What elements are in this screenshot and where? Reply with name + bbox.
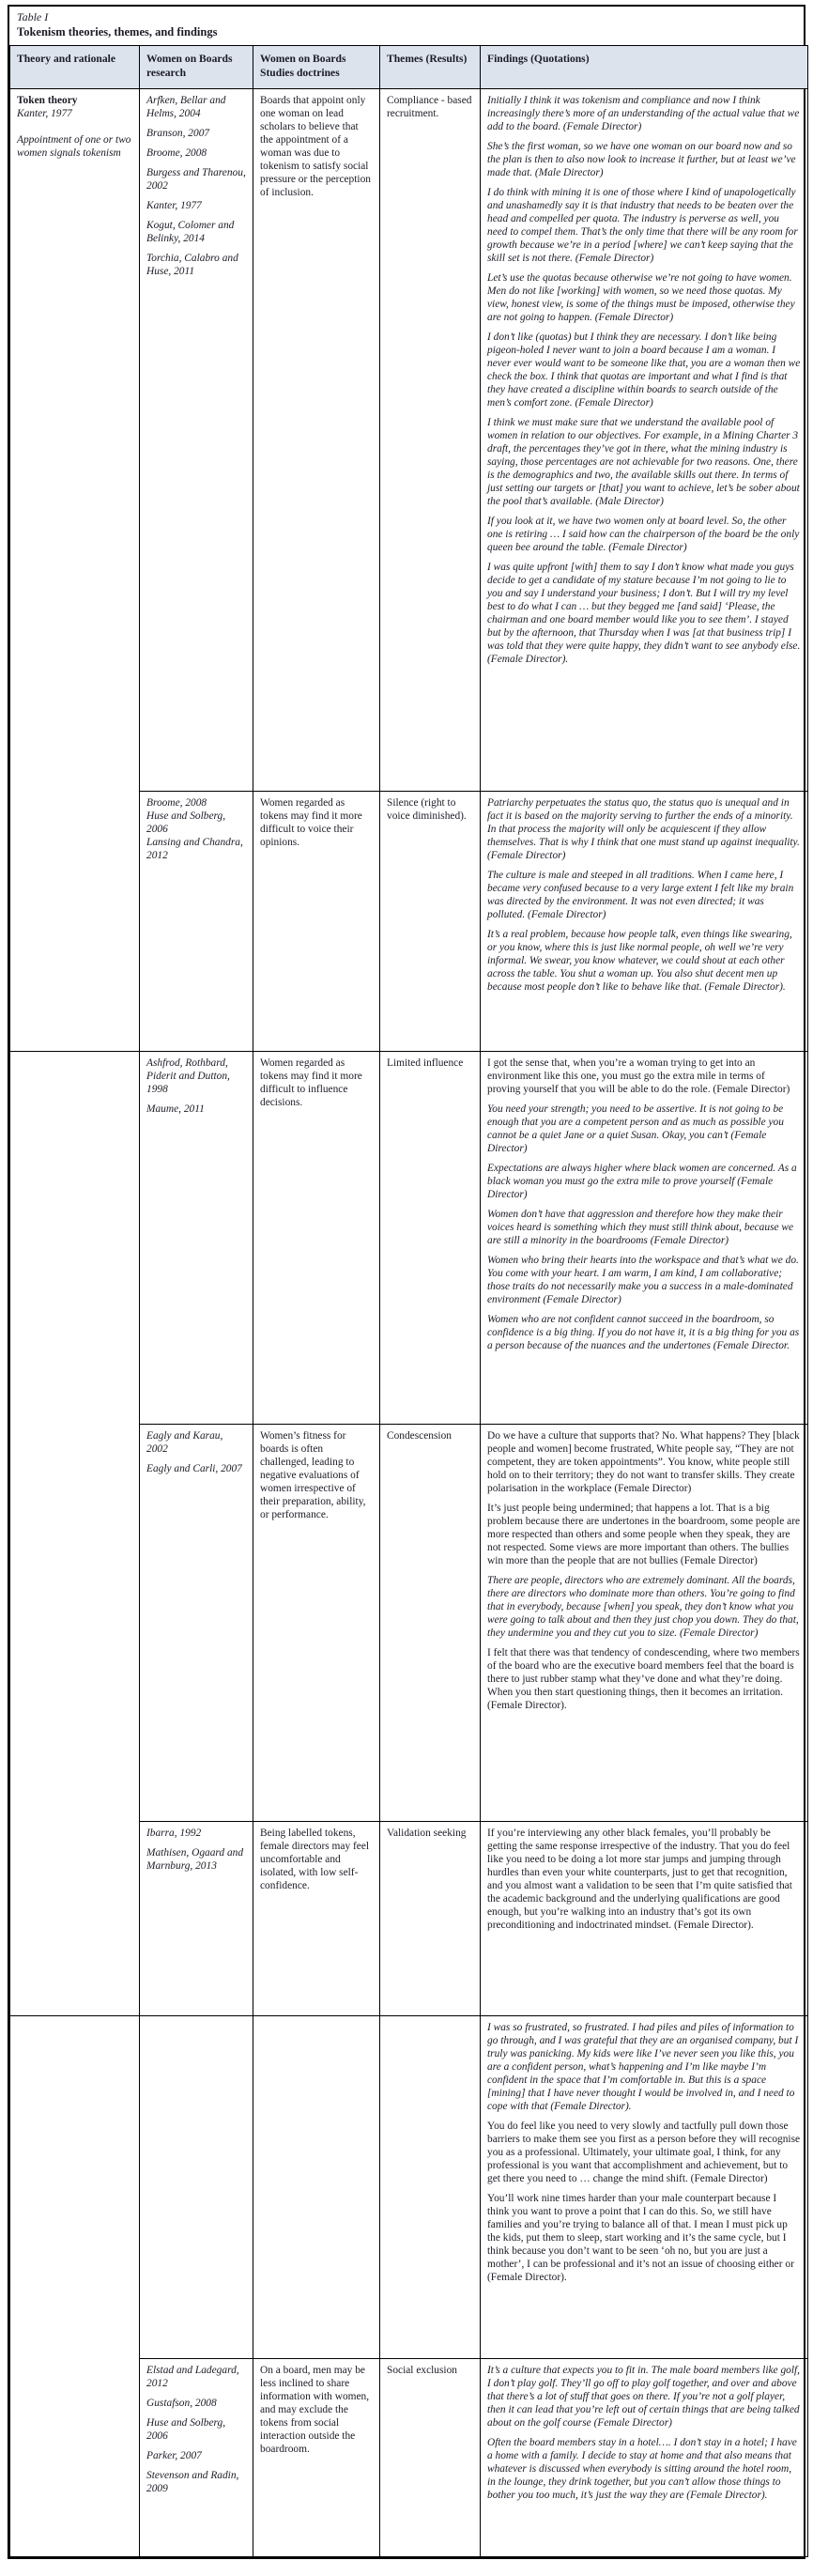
doctrine-cell [253, 1052, 380, 1425]
theme-cell [380, 89, 481, 792]
findings-cell [481, 1822, 808, 2016]
citation: Maume, 2011 [146, 1103, 205, 1115]
citation: Branson, 2007 [146, 128, 210, 139]
citation: Lansing and Chandra, 2012 [146, 837, 243, 861]
citation: Broome, 2008 [146, 147, 207, 159]
theme-text: Limited influence [387, 1057, 464, 1069]
doctrine-text: Being labelled tokens, female directors may feel uncomfortable and isolated, with low self-confidence. [260, 1828, 370, 1891]
citation: Stevenson and Radin, 2009 [146, 2470, 239, 2494]
theme-cell [380, 1052, 481, 1425]
doctrine-cell [253, 792, 380, 1052]
theory-rationale: Appointment of one or two women signals tokenism [17, 134, 131, 159]
research-cell [140, 1052, 253, 1425]
quote: I was so frustrated, so frustrated. I had piles and piles of information to go through, and I was grateful that they are an organised company, but I truly was panicking. My kids were like I’ve never seen you like this, you are a confident person, what’s happening and I’m like maybe I’m confident in the space that I’m comfortable in. But this is a space [mining] that I have never thought I would be involved in, and I need to cope with that (Female Director). [487, 2022, 799, 2112]
quote: Often the board members stay in a hotel…. I don’t stay in a hotel; I have a home with a family. I decide to stay at home and that also means that whatever is discussed when everybody is sitting around the hotel room, in the lounge, they drink together, but you can’t allow those things to bother you too much, it’s just the way they are (Female Director). [487, 2437, 797, 2501]
quote: Initially I think it was tokenism and compliance and now I think increasingly there’s more of an understanding of the actual value that we add to the board. (Female Director) [487, 95, 800, 132]
quote: I felt that there was that tendency of condescending, where two members of the board who are the executive board members feel that the board is there to just rubber stamp what they’ve done and what they’re doing. When you then start questioning things, then it becomes an irritation. (Female Director). [487, 1647, 800, 1711]
quote: You’ll work nine times harder than your male counterpart because I think you want to prove a point that I can do this. So, we still have families and you’re trying to balance all of that. I mean I must pick up the kids, put them to sleep, start working and it’s the same cycle, but I think because you don’t want to be seen ‘oh no, but you are just a mother’, I can be professional and it’s not an issue of choosing either or (Female Director). [487, 2193, 794, 2283]
doctrine-cell [253, 1822, 380, 2016]
table-title: Tokenism theories, themes, and findings [17, 25, 218, 39]
theory-cell-empty [10, 2016, 140, 2557]
research-cell-empty [140, 2016, 253, 2359]
tokenism-table [9, 45, 808, 2557]
theme-text: Compliance - based recruitment. [387, 95, 472, 119]
findings-cell [481, 89, 808, 792]
doctrine-text: On a board, men may be less inclined to share information with women, and may exclude the tokens from social interaction outside the boardroom. [260, 2365, 370, 2455]
citation: Broome, 2008 [146, 797, 207, 809]
doctrine-text: Boards that appoint only one woman on lead scholars to believe that the appointment of a woman was due to tokenism to satisfy social pressure or the perception of inclusion. [260, 95, 371, 198]
citation: Eagly and Karau, 2002 [146, 1430, 223, 1455]
doctrine-cell [253, 2359, 380, 2557]
findings-cell [481, 2359, 808, 2557]
doctrine-cell-empty [253, 2016, 380, 2359]
quote: Women who are not confident cannot succeed in the boardroom, so confidence is a big thing. If you do not have it, it is a big thing for you as a person because of the nuances and the undertones (Female Director. [487, 1314, 800, 1351]
quote: Let’s use the quotas because otherwise we’re not going to have women. Men do not like [working] with women, so we need those quotas. My view, honest view, is some of the things must be imposed, otherwise they are not going to happen. (Female Director) [487, 272, 795, 323]
citation: Ashfrod, Rothbard, Piderit and Dutton, 1998 [146, 1057, 230, 1095]
citation: Torchia, Calabro and Huse, 2011 [146, 253, 238, 277]
citation: Arfken, Bellar and Helms, 2004 [146, 95, 226, 119]
quote: It’s a real problem, because how people talk, even things like swearing, or you know, where this is just like normal people, oh well we’re very informal. We swear, you know whatever, we could shout at each other across the table. You shut a woman up. You also shut decent men up because most people don’t like to behave like that. (Female Director). [487, 929, 792, 993]
quote: You need your strength; you need to be assertive. It is not going to be enough that you are a competent person and as much as possible you cannot be a quiet Jane or a quiet Susan. Okay, you can’t (Female Director) [487, 1103, 784, 1154]
col-header-research: Women on Boards research [140, 46, 253, 89]
theme-cell [380, 2359, 481, 2557]
quote: I think we must make sure that we understand the available pool of women in relation to our objectives. For example, in a Mining Charter 3 draft, the percentages they’ve got in there, what the mining industry is saying, those percentages are not achievable for two reasons. One, there is the demographics and two, the available skills out there. In terms of just setting our targets or [that] you want to achieve, let’s be sober about the pool that’s available. (Male Director) [487, 417, 800, 507]
doctrine-text: Women regarded as tokens may find it more difficult to influence decisions. [260, 1057, 362, 1108]
citation: Ibarra, 1992 [146, 1828, 202, 1839]
research-cell [140, 1425, 253, 1822]
citation: Kanter, 1977 [146, 200, 202, 211]
table-row [10, 89, 808, 792]
doctrine-cell [253, 1425, 380, 1822]
table-container [8, 5, 805, 2559]
quote: I got the sense that, when you’re a woman trying to get into an environment like this one, you must go the extra mile in terms of proving yourself that you will be able to do the role. (Female Director) [487, 1057, 790, 1095]
citation: Eagly and Carli, 2007 [146, 1463, 242, 1474]
research-cell [140, 792, 253, 1052]
theme-text: Condescension [387, 1430, 452, 1442]
citation: Elstad and Ladegard, 2012 [146, 2365, 239, 2389]
citation: Huse and Solberg, 2006 [146, 2417, 226, 2442]
doctrine-text: Women’s fitness for boards is often challenged, leading to negative evaluations of women irrespective of their preparation, ability, or performance. [260, 1430, 366, 1520]
citation: Parker, 2007 [146, 2450, 202, 2461]
quote: It’s a culture that expects you to fit in. The male board members like golf, I don’t play golf. They’ll go off to play golf together, and over and above that there’s a lot of stuff that goes on there. If you’re not a golf player, then it can lead that you’re left out of certain things that are being talked about on the golf course (Female Director) [487, 2365, 801, 2429]
theory-name: Token theory [17, 95, 78, 106]
theory-cell [10, 89, 140, 1052]
col-header-doctrines: Women on Boards Studies doctrines [253, 46, 380, 89]
theme-text: Silence (right to voice diminished). [387, 797, 467, 822]
table-row [10, 1052, 808, 1425]
theory-cell-empty [10, 1052, 140, 2016]
theme-text: Validation seeking [387, 1828, 467, 1839]
citation: Huse and Solberg, 2006 [146, 810, 226, 835]
quote: There are people, directors who are extremely dominant. All the boards, there are directors who dominate more than others. You’re going to find that in everybody, because [when] you speak, they don’t know what you were going to talk about and then they just chop you down. They do that, they undermine you and they cut you to size. (Female Director) [487, 1575, 799, 1639]
research-cell [140, 89, 253, 792]
findings-cell [481, 1052, 808, 1425]
table-caption [9, 7, 804, 45]
doctrine-text: Women regarded as tokens may find it more difficult to voice their opinions. [260, 797, 362, 848]
doctrine-cell [253, 89, 380, 792]
findings-cell [481, 2016, 808, 2359]
header-row [10, 46, 808, 89]
quote: It’s just people being undermined; that happens a lot. That is a big problem because there are undertones in the boardroom, some people are more respected than others and some people when they speak, they are not respected. Some views are more important than others. The bullies win more than the people that are not bullies (Female Director) [487, 1503, 801, 1566]
col-header-findings: Findings (Quotations) [481, 46, 808, 89]
theme-cell [380, 1822, 481, 2016]
quote: I was quite upfront [with] them to say I don’t know what made you guys decide to get a candidate of my stature because I’m not going to lie to you and say I understand your business; I don’t. But I will try my level best to do what I can … but they begged me [and said] ‘Please, the chairman and one board member would like you to see them’. I stayed but by the afternoon, that Thursday when I was [at that business trip] I was told that they were quite happy, they didn’t want to see anybody else. (Female Director). [487, 562, 801, 665]
research-cell [140, 1822, 253, 2016]
findings-cell [481, 1425, 808, 1822]
citation: Kogut, Colomer and Belinky, 2014 [146, 220, 235, 244]
theme-cell [380, 792, 481, 1052]
quote: Expectations are always higher where black women are concerned. As a black woman you must go the extra mile to prove yourself (Female Director) [487, 1163, 797, 1200]
quote: I don’t like (quotas) but I think they are necessary. I don’t like being pigeon-holed I never want to join a board because I am a woman. I never ever would want to be someone like that, you are a woman then we check the box. I think that quotas are important and what I find is that they have created a discipline within boards to search outside of the men’s comfort zone. (Female Director) [487, 332, 801, 409]
quote: Do we have a culture that supports that? No. What happens? They [black people and women] become frustrated, White people say, “They are not competent, they are token appointments”. You know, white people still hold on to their territory; they do not want to transfer skills. They create polarisation in the workplace (Female Director) [487, 1430, 800, 1494]
quote: You do feel like you need to very slowly and tactfully pull down those barriers to make them see you first as a person before they will recognise you as a professional. Ultimately, your ultimate goal, I think, for any professional is you want that accomplishment and achievement, but to get there you need to … change the mind shift. (Female Director) [487, 2121, 801, 2184]
research-cell [140, 2359, 253, 2557]
theory-citation: Kanter, 1977 [17, 108, 72, 119]
quote: Women don’t have that aggression and therefore how they make their voices heard is something which they must still think about, because we are still a minority in the boardrooms (Female Director) [487, 1209, 794, 1246]
quote: If you look at it, we have two women only at board level. So, the other one is retiring … I said how can the chairperson of the board be the only queen bee around the table. (Female Director) [487, 516, 800, 553]
theme-cell-empty [380, 2016, 481, 2359]
quote: She’s the first woman, so we have one woman on our board now and so the plan is then to also now look to increase it further, but at least we’ve made that. (Male Director) [487, 141, 796, 178]
quote: I do think with mining it is one of those where I kind of unapologetically and unashamedly say it is that industry that needs to be beaten over the head and compelled per quota. The industry is perverse as well, you need to compel them. That’s the only time that there will be any room for growth because we’re in a period [where] we can’t keep saying that the skill set is not there. (Female Director) [487, 187, 798, 264]
col-header-themes: Themes (Results) [380, 46, 481, 89]
quote: If you’re interviewing any other black females, you’ll probably be getting the same response irrespective of the industry. That you do feel like you need to be doing a lot more star jumps and jumping through hurdles than even your white counterparts, just to get that recognition, and you almost want a validation to be seen that I’m quite satisfied that the academic background and the underlying qualifications are good enough, but you’re walking into an industry that’s got its own preconditioning and indoctrinated mindset. (Female Director). [487, 1828, 792, 1931]
quote: Women who bring their hearts into the workspace and that’s what we do. You come with your heart. I am warm, I am kind, I am collaborative; those traits do not necessarily make you a success in a male-dominated environment (Female Director) [487, 1255, 799, 1305]
quote: Patriarchy perpetuates the status quo, the status quo is unequal and in fact it is based on the majority serving to further the ends of a minority. In that process the majority will only be acquiescent if they allow themselves. That is why I think that one must stand up against inequality. (Female Director) [487, 797, 800, 861]
table-label: Table I [17, 10, 49, 23]
theme-cell [380, 1425, 481, 1822]
table-row [10, 2016, 808, 2359]
col-header-theory: Theory and rationale [10, 46, 140, 89]
findings-cell [481, 792, 808, 1052]
citation: Mathisen, Ogaard and Marnburg, 2013 [146, 1847, 244, 1872]
theme-text: Social exclusion [387, 2365, 457, 2376]
citation: Gustafson, 2008 [146, 2398, 217, 2409]
quote: The culture is male and steeped in all traditions. When I came here, I became very confused because to a very large extent I felt like my brain was directed by the environment. It was not even directed; it was polluted. (Female Director) [487, 870, 794, 920]
citation: Burgess and Tharenou, 2002 [146, 167, 246, 192]
